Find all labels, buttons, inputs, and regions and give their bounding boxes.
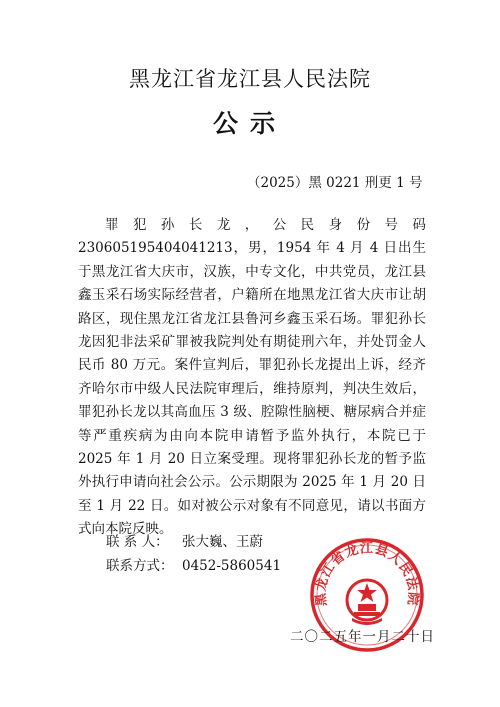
contact-phone-label: 联系方式： (106, 558, 174, 574)
contact-person-value: 张大巍、王蔚 (182, 534, 263, 550)
notice-date: 二〇二五年一月二十日 (290, 629, 435, 645)
notice-body: 罪犯孙长龙，公民身份号码 230605195404041213，男，1954 年 4 月 4 日出生于黑龙江省大庆市，汉族，中专文化，中共党员，龙江县鑫玉采石场实际经营者，户籍所在地黑龙江省大庆市让胡路区，现住黑龙江省龙江县鲁河乡鑫玉采石场。罪犯孙长龙因犯非法采矿罪被我院判处有期徒刑六年，并处罚金人民币 80 万元。案件宣判后，罪犯孙长龙提出上诉，经齐齐哈尔市中级人民法院审理后，维持原判，判决生效后，罪犯孙长龙以其高血压 3 级、腔隙性脑梗、糖尿病合并症等严重疾病为由向本院申请暂予监外执行，本院已于 2025 年 1 月 20 日立案受理。现将罪犯孙长龙的暂予监外执行申请向社会公示。公示期限为 2025 年 1 月 20 日至 1 月 22 日。如对被公示对象有不同意见，请以书面方式向本院反映。 (78, 217, 426, 538)
case-number: （2025）黑 0221 刑更 1 号 (247, 175, 423, 191)
national-emblem-icon (347, 580, 387, 625)
court-name: 黑龙江省龙江县人民法院 (129, 67, 371, 91)
contact-person-line (106, 530, 263, 550)
notice-title: 公示 (212, 109, 287, 138)
contact-person-label: 联 系 人： (106, 534, 169, 550)
contact-phone-line (106, 554, 281, 574)
seal-text: 黑龙江省龙江县人民法院 (313, 541, 421, 607)
contact-phone-value: 0452-5860541 (182, 558, 282, 574)
